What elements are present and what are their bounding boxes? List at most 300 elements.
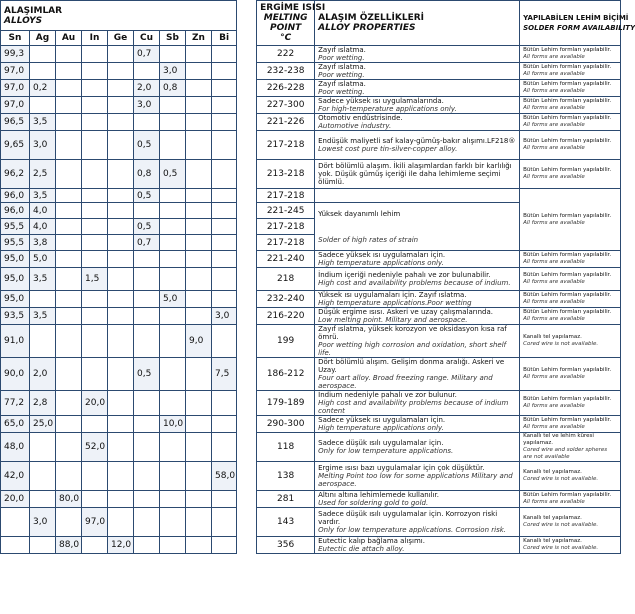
property-text-tr: Sadece yüksek ısı uygulamaları için. — [318, 251, 446, 259]
property-text-en: Four oart alloy. Broad freezing range. Military and aerospace. — [318, 374, 493, 390]
solder-form-cell — [520, 325, 621, 358]
property-text-tr: Sadece yüksek ısı uygulamaları için. — [318, 416, 446, 424]
melting-point-cell: 186-212 — [257, 358, 315, 391]
composition-cell-in — [82, 325, 108, 358]
composition-cell-bi — [212, 537, 237, 554]
solder-form-cell — [520, 251, 621, 268]
property-text-tr: Eutectic kalıp bağlama alışımı. — [318, 537, 425, 545]
composition-cell-sn: 97,0 — [1, 63, 30, 80]
composition-cell-in — [82, 291, 108, 308]
element-header: Ag — [30, 31, 56, 46]
composition-cell-in — [82, 189, 108, 203]
table-row — [1, 508, 621, 537]
solder-form-cell — [520, 491, 621, 508]
alloy-properties-cell — [315, 63, 520, 80]
composition-cell-zn — [186, 219, 212, 235]
form-text-en: All forms are available — [523, 88, 585, 94]
composition-cell-sn: 65,0 — [1, 416, 30, 433]
form-text-tr: Bütün Lehim formları yapılabilir. — [523, 309, 612, 315]
composition-cell-sb — [160, 268, 186, 291]
composition-cell-zn — [186, 97, 212, 114]
melting-point-cell: 221-240 — [257, 251, 315, 268]
composition-cell-sb — [160, 391, 186, 416]
composition-cell-cu — [134, 203, 160, 219]
gap-cell — [237, 235, 257, 251]
element-header: Cu — [134, 31, 160, 46]
form-text-en: Cored wire is not available. — [523, 476, 599, 482]
composition-cell-in — [82, 63, 108, 80]
composition-cell-au — [56, 251, 82, 268]
property-text-tr: Sadece düşük ısılı uygulamalar için. Korrozyon riski vardır. — [318, 510, 498, 526]
composition-cell-in — [82, 251, 108, 268]
gap-cell — [237, 189, 257, 203]
gap-cell — [237, 114, 257, 131]
composition-cell-ge — [108, 358, 134, 391]
alloy-properties-cell — [315, 325, 520, 358]
composition-cell-ag: 3,5 — [30, 114, 56, 131]
form-text-tr: Kanallı tel yapılamaz. — [523, 334, 582, 340]
solder-form-cell — [520, 268, 621, 291]
solder-form-cell — [520, 114, 621, 131]
solder-form-cell — [520, 358, 621, 391]
gap-cell — [237, 391, 257, 416]
gap-cell — [237, 46, 257, 63]
composition-cell-cu — [134, 462, 160, 491]
alloy-properties-cell — [315, 291, 520, 308]
melting-point-cell: 221-245 — [257, 203, 315, 219]
composition-cell-cu: 0,7 — [134, 46, 160, 63]
melting-point-cell: 232-240 — [257, 291, 315, 308]
composition-cell-bi — [212, 160, 237, 189]
composition-cell-cu — [134, 433, 160, 462]
composition-cell-bi — [212, 268, 237, 291]
form-text-en: All forms are available — [523, 145, 585, 151]
table-row — [1, 391, 621, 416]
solder-form-cell — [520, 462, 621, 491]
element-header: In — [82, 31, 108, 46]
alloy-properties-cell — [315, 46, 520, 63]
form-text-tr: Bütün Lehim formları yapılabilir. — [523, 47, 612, 53]
melting-point-cell: 143 — [257, 508, 315, 537]
gap-cell — [237, 508, 257, 537]
gap-cell — [237, 291, 257, 308]
composition-cell-in: 97,0 — [82, 508, 108, 537]
composition-cell-ag — [30, 97, 56, 114]
composition-cell-ge — [108, 80, 134, 97]
property-text-en: High cost and availability problems because of indium content — [318, 399, 509, 415]
composition-cell-in — [82, 97, 108, 114]
form-text-en: All forms are available — [523, 259, 585, 265]
composition-cell-sb — [160, 325, 186, 358]
composition-cell-sb — [160, 308, 186, 325]
melting-point-cell: 217-218 — [257, 131, 315, 160]
gap-cell — [237, 537, 257, 554]
composition-cell-zn — [186, 63, 212, 80]
composition-cell-zn — [186, 291, 212, 308]
property-text-en: Poor wetting. — [318, 54, 365, 62]
composition-cell-sn: 96,0 — [1, 189, 30, 203]
composition-cell-sb: 5,0 — [160, 291, 186, 308]
composition-cell-sb: 3,0 — [160, 63, 186, 80]
composition-cell-ge — [108, 433, 134, 462]
composition-cell-sb: 0,5 — [160, 160, 186, 189]
composition-cell-ag: 3,0 — [30, 131, 56, 160]
solder-form-cell — [520, 97, 621, 114]
composition-cell-sn — [1, 537, 30, 554]
gap-cell — [237, 203, 257, 219]
form-text-tr: Kanallı tel yapılamaz. — [523, 515, 582, 521]
table-row — [1, 80, 621, 97]
composition-cell-sb — [160, 97, 186, 114]
composition-cell-au — [56, 219, 82, 235]
element-header: Zn — [186, 31, 212, 46]
composition-cell-ag — [30, 537, 56, 554]
composition-cell-ge — [108, 203, 134, 219]
property-text-en: Only for low temperature applications. Corrosion risk. — [318, 526, 506, 534]
alloys-header: ALAŞIMLAR ALLOYS — [1, 1, 237, 31]
form-text-tr: Bütün Lehim formları yapılabilir. — [523, 272, 612, 278]
composition-cell-ge — [108, 235, 134, 251]
property-text-tr: Yüksek dayanımlı lehim — [318, 209, 401, 218]
composition-cell-zn — [186, 358, 212, 391]
composition-cell-in — [82, 131, 108, 160]
property-text-en: High temperature applications only. — [318, 259, 444, 267]
property-text-tr: İndium nedeniyle pahalı ve zor bulunur. — [318, 391, 457, 399]
composition-cell-sb — [160, 491, 186, 508]
melting-point-cell: 216-220 — [257, 308, 315, 325]
solder-form-cell — [520, 189, 621, 251]
alloy-properties-cell — [315, 491, 520, 508]
composition-cell-bi — [212, 189, 237, 203]
table-row — [1, 189, 621, 203]
composition-cell-bi — [212, 219, 237, 235]
property-text-en: Only for low temperature applications. — [318, 447, 454, 455]
composition-cell-bi — [212, 491, 237, 508]
composition-cell-ag: 2,5 — [30, 160, 56, 189]
composition-cell-ge — [108, 308, 134, 325]
composition-cell-sb — [160, 462, 186, 491]
composition-cell-ge — [108, 391, 134, 416]
composition-cell-au — [56, 391, 82, 416]
composition-cell-in — [82, 160, 108, 189]
composition-cell-au — [56, 325, 82, 358]
composition-cell-zn: 9,0 — [186, 325, 212, 358]
element-header: Sn — [1, 31, 30, 46]
table-row — [1, 131, 621, 160]
gap-cell — [237, 80, 257, 97]
composition-cell-sn: 91,0 — [1, 325, 30, 358]
composition-cell-zn — [186, 189, 212, 203]
form-text-en: All forms are available — [523, 54, 585, 60]
composition-cell-sn: 93,5 — [1, 308, 30, 325]
composition-cell-in — [82, 491, 108, 508]
composition-cell-zn — [186, 491, 212, 508]
property-text-en: Poor wetting. — [318, 88, 365, 96]
alloy-properties-cell — [315, 433, 520, 462]
composition-cell-ge — [108, 491, 134, 508]
composition-cell-cu: 0,5 — [134, 189, 160, 203]
gap-cell — [237, 97, 257, 114]
property-text-en: Lowest cost pure tin-silver-copper alloy. — [318, 145, 458, 153]
table-row — [1, 358, 621, 391]
form-text-tr: Bütün Lehim formları yapılabilir. — [523, 367, 612, 373]
composition-cell-sn: 20,0 — [1, 491, 30, 508]
melting-point-cell: 199 — [257, 325, 315, 358]
solder-form-cell — [520, 80, 621, 97]
alloy-properties-cell — [315, 268, 520, 291]
composition-cell-in — [82, 203, 108, 219]
table-row — [1, 114, 621, 131]
form-text-tr: Kanallı tel yapılamaz. — [523, 538, 582, 544]
melting-point-cell: 179-189 — [257, 391, 315, 416]
composition-cell-au — [56, 97, 82, 114]
solder-form-cell — [520, 416, 621, 433]
property-text-tr: Otomotiv endüstrisinde. — [318, 114, 403, 122]
composition-cell-ag: 5,0 — [30, 251, 56, 268]
composition-cell-sb — [160, 537, 186, 554]
property-text-en: Solder of high rates of strain — [318, 235, 419, 244]
composition-cell-au — [56, 203, 82, 219]
form-text-en: All forms are available — [523, 374, 585, 380]
composition-cell-sb: 0,8 — [160, 80, 186, 97]
composition-cell-in: 52,0 — [82, 433, 108, 462]
composition-cell-ag — [30, 325, 56, 358]
composition-cell-zn — [186, 416, 212, 433]
composition-cell-ge — [108, 114, 134, 131]
property-text-tr: Sadece yüksek ısı uygulamalarında. — [318, 97, 444, 105]
alloy-properties-cell — [315, 97, 520, 114]
form-text-en: All forms are available — [523, 105, 585, 111]
form-text-en: All forms are available — [523, 299, 585, 305]
composition-cell-ge — [108, 325, 134, 358]
composition-cell-sn: 48,0 — [1, 433, 30, 462]
composition-cell-sb — [160, 358, 186, 391]
table-row — [1, 491, 621, 508]
composition-cell-ag: 4,0 — [30, 219, 56, 235]
solder-form-cell — [520, 46, 621, 63]
composition-cell-sb — [160, 433, 186, 462]
form-text-tr: Bütün Lehim formları yapılabilir. — [523, 98, 612, 104]
composition-cell-ag — [30, 433, 56, 462]
property-text-tr: Endüşük maliyetli saf kalay-gümüş-bakır alışımı.LF218® — [318, 137, 516, 145]
melting-point-cell: 281 — [257, 491, 315, 508]
melting-point-cell: 217-218 — [257, 235, 315, 251]
composition-cell-bi — [212, 114, 237, 131]
composition-cell-ge — [108, 416, 134, 433]
composition-cell-sn — [1, 508, 30, 537]
property-text-en: High cost and availability problems because of indium. — [318, 279, 511, 287]
composition-cell-in — [82, 537, 108, 554]
property-text-tr: İndium içeriği nedeniyle pahalı ve zor bulunabilir. — [318, 271, 491, 279]
composition-cell-sn: 9,65 — [1, 131, 30, 160]
composition-cell-au — [56, 268, 82, 291]
alloy-rows — [1, 46, 621, 554]
composition-cell-sn: 90,0 — [1, 358, 30, 391]
composition-cell-ag: 2,8 — [30, 391, 56, 416]
form-text-tr: Bütün Lehim formları yapılabilir. — [523, 115, 612, 121]
composition-cell-ge — [108, 131, 134, 160]
form-text-en: All forms are available — [523, 499, 585, 505]
composition-cell-cu: 0,5 — [134, 219, 160, 235]
solder-form-cell — [520, 308, 621, 325]
composition-cell-in: 20,0 — [82, 391, 108, 416]
composition-cell-bi: 7,5 — [212, 358, 237, 391]
composition-cell-sn: 96,5 — [1, 114, 30, 131]
melting-point-cell: 118 — [257, 433, 315, 462]
form-text-tr: Bütün Lehim formları yapılabilir. — [523, 252, 612, 258]
composition-cell-bi — [212, 46, 237, 63]
composition-cell-sn: 42,0 — [1, 462, 30, 491]
gap-cell — [237, 433, 257, 462]
composition-cell-sn: 77,2 — [1, 391, 30, 416]
property-text-en: Poor wetting high corrosion and oxidation, short shelf life. — [318, 341, 507, 357]
composition-cell-sb — [160, 251, 186, 268]
composition-cell-ge — [108, 219, 134, 235]
composition-cell-ag — [30, 46, 56, 63]
property-text-en: High temperature applications.Poor wetting — [318, 299, 472, 307]
composition-cell-zn — [186, 203, 212, 219]
table-row — [1, 268, 621, 291]
composition-cell-ag: 3,5 — [30, 308, 56, 325]
table-row — [1, 63, 621, 80]
property-text-tr: Düşük ergime ısısı. Askeri ve uzay çalışmalarında. — [318, 308, 493, 316]
composition-cell-bi — [212, 131, 237, 160]
alloy-properties-cell — [315, 114, 520, 131]
composition-cell-cu — [134, 537, 160, 554]
gap-cell — [237, 160, 257, 189]
alloy-properties-cell — [315, 358, 520, 391]
alloy-properties-cell — [315, 189, 520, 203]
solder-form-cell — [520, 537, 621, 554]
composition-cell-au — [56, 433, 82, 462]
composition-cell-au — [56, 508, 82, 537]
element-header: Sb — [160, 31, 186, 46]
form-text-en: All forms are available — [523, 122, 585, 128]
composition-cell-au: 88,0 — [56, 537, 82, 554]
property-text-tr: Ergime ısısı bazı uygulamalar için çok düşüktür. — [318, 464, 485, 472]
table-row — [1, 46, 621, 63]
composition-cell-au — [56, 114, 82, 131]
composition-cell-in — [82, 219, 108, 235]
property-text-tr: Zayıf ıslatma. — [318, 63, 366, 71]
alloy-properties-cell — [315, 251, 520, 268]
melting-point-cell: 356 — [257, 537, 315, 554]
property-text-en: Used for soldering gold to gold. — [318, 499, 429, 507]
form-text-tr: Kanallı tel ve lehim küresi yapılamaz. — [523, 433, 594, 446]
property-text-tr: Altını altına lehimlemede kullanılır. — [318, 491, 440, 499]
form-text-tr: Bütün Lehim formları yapılabilir. — [523, 292, 612, 298]
property-text-tr: Zayıf ıslatma. — [318, 46, 366, 54]
form-text-tr: Bütün Lehim formları yapılabilir. — [523, 81, 612, 87]
gap-cell — [237, 251, 257, 268]
composition-cell-ge — [108, 97, 134, 114]
melting-point-cell: 227-300 — [257, 97, 315, 114]
gap-cell — [237, 63, 257, 80]
property-text-en: Low melting point. Military and aerospace. — [318, 316, 468, 324]
composition-cell-au — [56, 235, 82, 251]
composition-cell-zn — [186, 433, 212, 462]
table-row — [1, 160, 621, 189]
composition-cell-sn: 97,0 — [1, 80, 30, 97]
composition-cell-ag — [30, 462, 56, 491]
gap-column — [237, 1, 257, 46]
alloy-properties-cell — [315, 508, 520, 537]
composition-cell-sn: 99,3 — [1, 46, 30, 63]
composition-cell-ag — [30, 491, 56, 508]
composition-cell-ag: 25,0 — [30, 416, 56, 433]
form-text-en: Cored wire and solder spheres are not available — [523, 447, 608, 460]
composition-cell-cu: 0,7 — [134, 235, 160, 251]
composition-cell-in — [82, 114, 108, 131]
composition-cell-ag: 0,2 — [30, 80, 56, 97]
composition-cell-ge: 12,0 — [108, 537, 134, 554]
melting-point-cell: 290-300 — [257, 416, 315, 433]
form-text-en: All forms are available — [523, 424, 585, 430]
composition-cell-sb — [160, 46, 186, 63]
composition-cell-bi — [212, 97, 237, 114]
melting-point-cell: 232-238 — [257, 63, 315, 80]
form-text-tr: Bütün Lehim formları yapılabilir. — [523, 417, 612, 423]
alloy-properties-cell — [315, 391, 520, 416]
composition-cell-ag: 4,0 — [30, 203, 56, 219]
composition-cell-zn — [186, 462, 212, 491]
melting-point-cell: 221-226 — [257, 114, 315, 131]
composition-cell-ge — [108, 291, 134, 308]
composition-cell-cu: 0,5 — [134, 358, 160, 391]
composition-cell-in — [82, 358, 108, 391]
composition-cell-in — [82, 462, 108, 491]
gap-cell — [237, 416, 257, 433]
gap-cell — [237, 462, 257, 491]
property-text-tr: Dört bölümlü alaşım. İkili alaşımlardan farklı bir karlılığı yok. Düşük gümüş içeriği ile daha lehimleme seçimi ölümlü. — [318, 162, 512, 186]
composition-cell-sb — [160, 189, 186, 203]
melting-point-header: ERGİME ISISI MELTING POINT °C — [257, 1, 315, 46]
table-row — [1, 251, 621, 268]
composition-cell-au — [56, 131, 82, 160]
property-text-tr: Dört bölümlü alışım. Gelişim donma aralığı. Askeri ve Uzay. — [318, 358, 505, 374]
property-text-en: Eutectic die attach alloy. — [318, 545, 405, 553]
composition-cell-ge — [108, 63, 134, 80]
form-text-tr: Kanallı tel yapılamaz. — [523, 469, 582, 475]
composition-cell-sn: 95,5 — [1, 219, 30, 235]
melting-point-cell: 217-218 — [257, 189, 315, 203]
composition-cell-cu — [134, 416, 160, 433]
composition-cell-sn: 95,0 — [1, 251, 30, 268]
property-text-tr: Zayıf ıslatma. — [318, 80, 366, 88]
composition-cell-ge — [108, 508, 134, 537]
composition-cell-au — [56, 291, 82, 308]
composition-cell-cu — [134, 291, 160, 308]
solder-form-cell — [520, 291, 621, 308]
solder-form-cell — [520, 160, 621, 189]
composition-cell-cu — [134, 325, 160, 358]
composition-cell-cu — [134, 391, 160, 416]
composition-cell-cu — [134, 491, 160, 508]
element-header: Ge — [108, 31, 134, 46]
solder-form-cell — [520, 508, 621, 537]
composition-cell-zn — [186, 80, 212, 97]
composition-cell-in — [82, 46, 108, 63]
form-text-tr: Bütün Lehim formları yapılabilir. — [523, 212, 612, 219]
composition-cell-ge — [108, 160, 134, 189]
composition-cell-cu — [134, 114, 160, 131]
form-text-en: Cored wire is not available. — [523, 545, 599, 551]
composition-cell-cu: 2,0 — [134, 80, 160, 97]
melting-point-cell: 226-228 — [257, 80, 315, 97]
table-row — [1, 462, 621, 491]
composition-cell-sb — [160, 219, 186, 235]
solder-form-cell — [520, 391, 621, 416]
